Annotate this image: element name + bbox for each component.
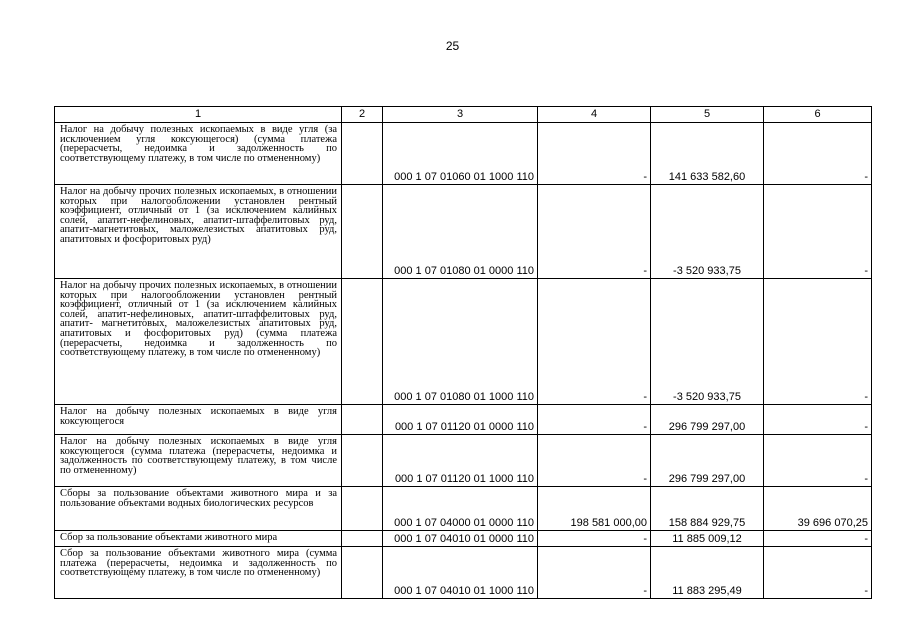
row-col4-cell: - <box>538 435 651 487</box>
row-col6-cell: - <box>764 123 872 185</box>
row-code-cell: 000 1 07 01120 01 0000 110 <box>383 405 538 435</box>
row-col5-cell: 11 883 295,49 <box>651 547 764 599</box>
column-header: 2 <box>342 107 383 123</box>
row-col6-cell: - <box>764 279 872 405</box>
column-header: 1 <box>55 107 342 123</box>
row-name-cell: Сбор за пользование объектами животного мира (сумма платежа (перерасчеты, недоимка и задолженность по соответствующему платежу, в том числе по отмененному) <box>55 547 342 599</box>
row-col5-cell: 296 799 297,00 <box>651 435 764 487</box>
row-code-cell: 000 1 07 04000 01 0000 110 <box>383 487 538 531</box>
row-col2-cell <box>342 405 383 435</box>
table-row <box>55 435 872 487</box>
row-code-cell: 000 1 07 04010 01 1000 110 <box>383 547 538 599</box>
table-row <box>55 405 872 435</box>
row-col2-cell <box>342 123 383 185</box>
row-col6-cell: - <box>764 405 872 435</box>
row-col6-cell: - <box>764 435 872 487</box>
row-col2-cell <box>342 487 383 531</box>
row-col4-cell: - <box>538 185 651 279</box>
row-col6-cell: 39 696 070,25 <box>764 487 872 531</box>
column-header: 5 <box>651 107 764 123</box>
row-col5-cell: 141 633 582,60 <box>651 123 764 185</box>
row-col4-cell: - <box>538 531 651 547</box>
row-col2-cell <box>342 279 383 405</box>
row-name-cell: Налог на добычу прочих полезных ископаемых, в отношении которых при налогообложении установлен рентный коэффициент, отличный от 1 (за исключением калийных солей, апатит-нефелиновых, апатит-штаффелитовых руд, апатит-магнетитовых, маложелезистых апатитовых руд, апатитовых и фосфоритовых руд) <box>55 185 342 279</box>
row-col4-cell: - <box>538 279 651 405</box>
row-name-cell: Налог на добычу полезных ископаемых в виде угля (за исключением угля коксующегося) (сумма платежа (перерасчеты, недоимка и задолженность по соответствующему платежу, в том числе по отмененному) <box>55 123 342 185</box>
row-col5-cell: 11 885 009,12 <box>651 531 764 547</box>
page-number: 25 <box>445 39 460 53</box>
row-col2-cell <box>342 547 383 599</box>
revenue-table <box>54 106 872 599</box>
table-row <box>55 547 872 599</box>
row-code-cell: 000 1 07 01120 01 1000 110 <box>383 435 538 487</box>
table-row <box>55 123 872 185</box>
row-col2-cell <box>342 185 383 279</box>
row-name-cell: Налог на добычу полезных ископаемых в виде угля коксующегося (сумма платежа (перерасчеты, недоимка и задолженность по соответствующему платежу, в том числе по отмененному) <box>55 435 342 487</box>
table-row <box>55 487 872 531</box>
row-col6-cell: - <box>764 185 872 279</box>
row-code-cell: 000 1 07 01080 01 0000 110 <box>383 185 538 279</box>
row-col2-cell <box>342 435 383 487</box>
column-header: 4 <box>538 107 651 123</box>
row-col5-cell: 296 799 297,00 <box>651 405 764 435</box>
table-row <box>55 279 872 405</box>
row-col4-cell: 198 581 000,00 <box>538 487 651 531</box>
row-col5-cell: 158 884 929,75 <box>651 487 764 531</box>
table-header-row <box>55 107 872 123</box>
table-row <box>55 531 872 547</box>
row-code-cell: 000 1 07 01080 01 1000 110 <box>383 279 538 405</box>
column-header: 3 <box>383 107 538 123</box>
row-code-cell: 000 1 07 04010 01 0000 110 <box>383 531 538 547</box>
column-header: 6 <box>764 107 872 123</box>
row-name-cell: Сборы за пользование объектами животного мира и за пользование объектами водных биологических ресурсов <box>55 487 342 531</box>
row-name-cell: Налог на добычу прочих полезных ископаемых, в отношении которых при налогообложении установлен рентный коэффициент, отличный от 1 (за исключением калийных солей, апатит-нефелиновых, апатит-штаффелитовых руд, апатит- магнетитовых, маложелезистых апатитовых руд, апатитовых и фосфоритовых руд) (сумма платежа (перерасчеты, недоимка и задолженность по соответствующему платежу, в том числе по отмененному) <box>55 279 342 405</box>
row-col4-cell: - <box>538 405 651 435</box>
row-col2-cell <box>342 531 383 547</box>
row-name-cell: Сбор за пользование объектами животного мира <box>55 531 342 547</box>
row-col4-cell: - <box>538 547 651 599</box>
table-row <box>55 185 872 279</box>
row-col6-cell: - <box>764 531 872 547</box>
row-code-cell: 000 1 07 01060 01 1000 110 <box>383 123 538 185</box>
row-name-cell: Налог на добычу полезных ископаемых в виде угля коксующегося <box>55 405 342 435</box>
row-col4-cell: - <box>538 123 651 185</box>
row-col5-cell: -3 520 933,75 <box>651 279 764 405</box>
row-col5-cell: -3 520 933,75 <box>651 185 764 279</box>
row-col6-cell: - <box>764 547 872 599</box>
